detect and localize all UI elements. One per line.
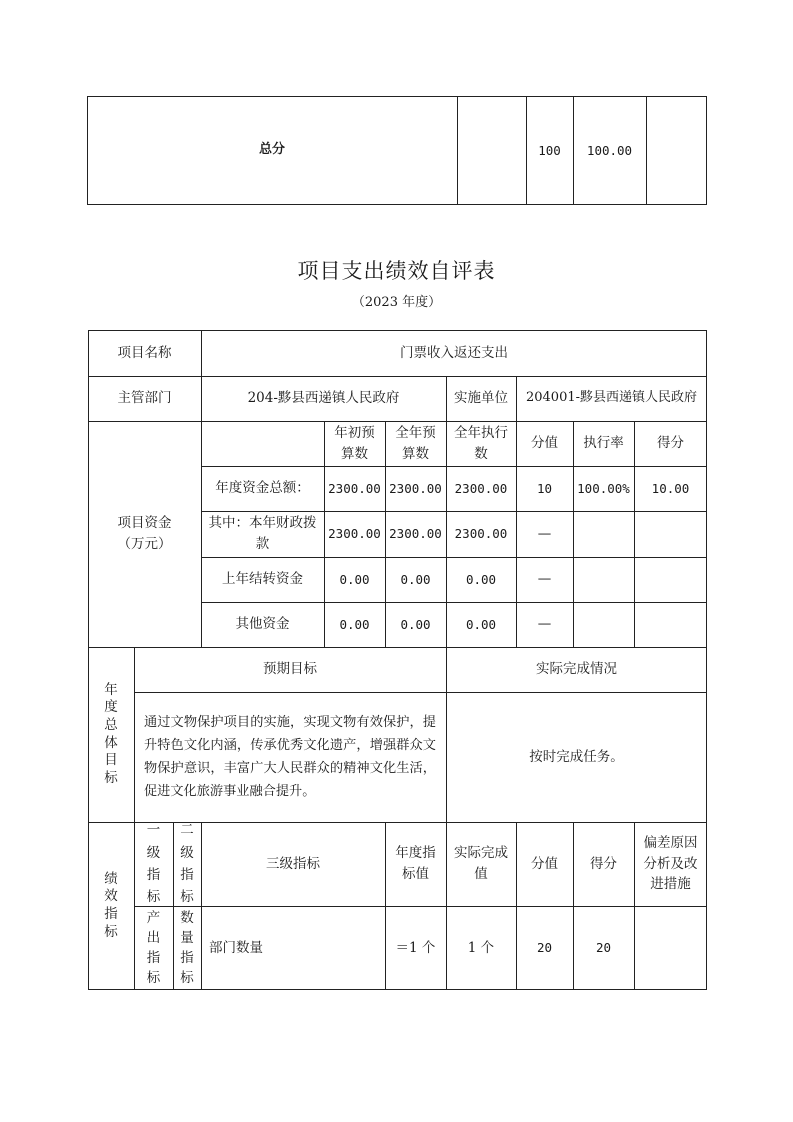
funds-header-weight: 分值 <box>531 435 558 452</box>
funds-row-annual: 2300.00 <box>389 480 442 496</box>
indicator-row-deviation <box>634 906 707 990</box>
funds-row-initial: 0.00 <box>339 571 370 587</box>
funds-row-label: 年度资金总额： <box>215 480 310 497</box>
total-score-blank <box>457 96 526 205</box>
funds-section-label <box>88 421 201 647</box>
funds-header-initial: 年初预算数 <box>334 424 375 462</box>
funds-row-weight: — <box>537 616 552 633</box>
project-name-label: 项目名称 <box>117 344 172 361</box>
funds-row-weight: — <box>537 571 552 588</box>
indicator-row-score: 20 <box>595 940 612 956</box>
funds-row-executed: 0.00 <box>465 616 497 632</box>
funds-row-label: 其他资金 <box>235 616 290 633</box>
funds-row-executed: 2300.00 <box>454 480 508 496</box>
total-score-label: 总分 <box>258 142 285 158</box>
funds-row-initial: 0.00 <box>339 616 370 632</box>
impl-unit-label: 实施单位 <box>454 390 508 407</box>
funds-row-initial: 2300.00 <box>328 480 381 496</box>
funds-section-label-line2: （万元） <box>117 536 172 552</box>
indicator-header-deviation: 偏差原因分析及改进措施 <box>643 834 698 893</box>
indicator-header-weight: 分值 <box>531 855 558 872</box>
indicator-row-actual: 1 个 <box>467 939 495 956</box>
indicator-header-target: 年度指标值 <box>395 845 436 882</box>
funds-header-executed: 全年执行数 <box>454 424 508 462</box>
funds-row-label: 上年结转资金 <box>222 571 303 588</box>
project-name-value: 门票收入返还支出 <box>400 344 508 361</box>
funds-header-annual: 全年预算数 <box>395 424 436 462</box>
annual-goal-section-label <box>88 647 134 822</box>
indicator-header-score: 得分 <box>590 855 617 872</box>
funds-row-executed: 2300.00 <box>454 526 508 542</box>
funds-row-annual: 0.00 <box>400 571 431 587</box>
funds-row-weight: 10 <box>536 480 553 496</box>
dept-value: 204-黟县西递镇人民政府 <box>247 390 400 407</box>
funds-section-label-line1: 项目资金 <box>117 515 172 532</box>
funds-row-weight: — <box>537 525 552 542</box>
funds-row-score <box>634 511 707 557</box>
funds-row-rate <box>573 511 634 557</box>
indicator-row-level3: 部门数量 <box>209 939 263 956</box>
funds-row-score: 10.00 <box>651 480 690 496</box>
page-title: 项目支出绩效自评表 <box>297 259 496 283</box>
funds-row-rate <box>573 557 634 602</box>
funds-header-rate: 执行率 <box>583 435 624 452</box>
indicator-row-weight: 20 <box>536 940 553 956</box>
funds-row-score <box>634 602 707 647</box>
expected-goal-text: 通过文物保护项目的实施，实现文物有效保护，提升特色文化内涵，传承优秀文化遗产，增强群众文物保护意识，丰富广大人民群众的精神文化生活，促进文化旅游事业融合提升。 <box>144 714 436 800</box>
funds-row-score <box>634 557 707 602</box>
indicator-header-level2: 二级指标 <box>180 822 194 906</box>
funds-header-score: 得分 <box>657 435 684 452</box>
impl-unit-value: 204001-黟县西递镇人民政府 <box>525 390 698 406</box>
performance-indicator-section-text: 绩效指标 <box>104 870 118 940</box>
dept-label: 主管部门 <box>117 390 172 407</box>
indicator-header-actual: 实际完成值 <box>454 845 508 882</box>
actual-completion-text: 按时完成任务。 <box>529 748 624 765</box>
expected-goal-header: 预期目标 <box>263 661 317 678</box>
funds-row-rate <box>573 602 634 647</box>
performance-indicator-section-label <box>88 822 134 990</box>
indicator-row-target: ＝1 个 <box>395 939 436 956</box>
actual-completion-header: 实际完成情况 <box>536 661 617 678</box>
indicator-row-level2: 数量指标 <box>180 909 194 987</box>
indicator-header-level3: 三级指标 <box>266 855 320 872</box>
funds-row-annual: 2300.00 <box>389 526 442 542</box>
total-score-got: 100.00 <box>586 142 633 158</box>
funds-row-label: 其中：本年财政拨款 <box>208 515 317 552</box>
indicator-row-level1: 产出指标 <box>146 909 161 987</box>
funds-row-annual: 0.00 <box>400 616 431 632</box>
indicator-header-level1: 一级指标 <box>146 822 161 906</box>
page-subtitle: （2023 年度） <box>351 295 442 310</box>
annual-goal-section-text: 年度总体目标 <box>104 681 118 786</box>
funds-row-initial: 2300.00 <box>328 526 381 542</box>
total-score-full: 100 <box>538 142 561 158</box>
funds-row-rate: 100.00% <box>577 480 630 496</box>
funds-row-executed: 0.00 <box>465 571 497 587</box>
